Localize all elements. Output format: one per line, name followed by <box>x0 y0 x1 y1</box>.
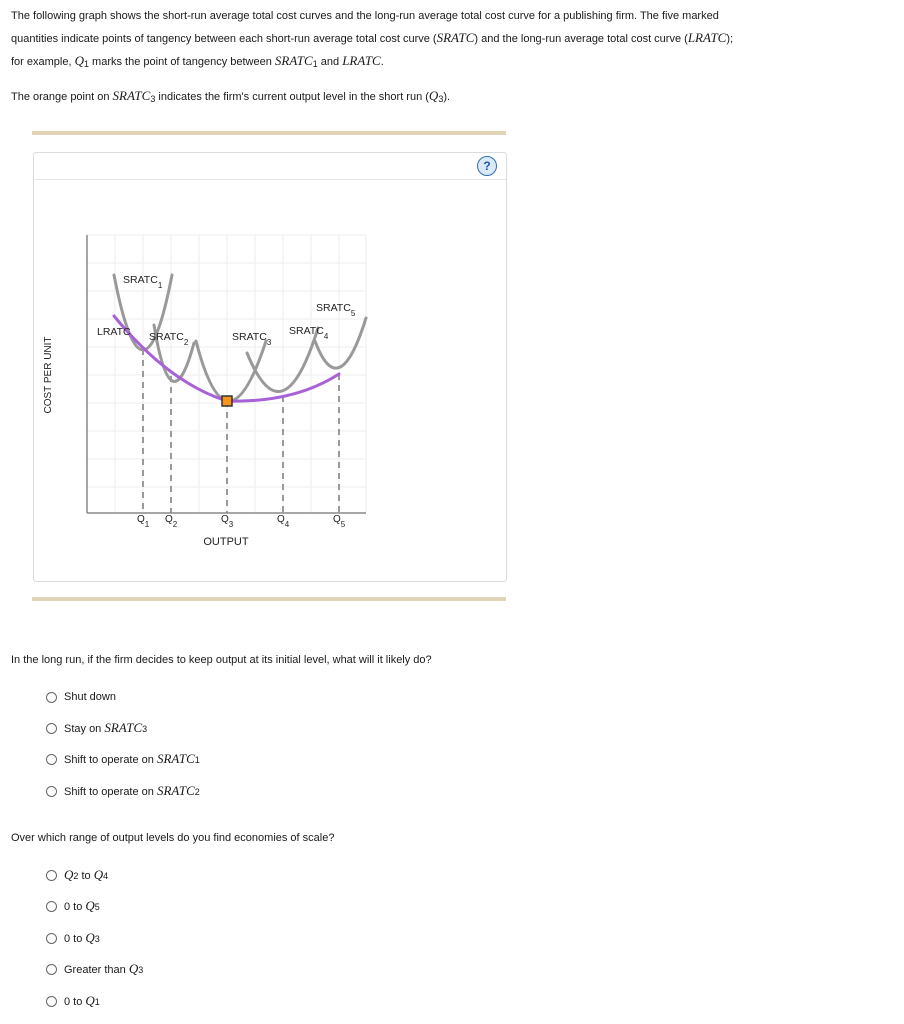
label-q3: $Q_3$ <box>221 514 234 529</box>
q1-option-stay-sratc3[interactable] <box>46 720 147 736</box>
q2-option-greater-than-q3[interactable] <box>46 961 143 977</box>
label-sratc4: $SRATC_4$ <box>289 325 329 341</box>
question-1-prompt: In the long run, if the firm decides to keep output at its initial level, what will it likely do? <box>11 654 432 666</box>
current-output-point[interactable] <box>222 396 232 406</box>
radio-button[interactable] <box>46 692 57 703</box>
option-label: Shift to operate on SRATC 1 <box>64 751 200 766</box>
radio-button[interactable] <box>46 723 57 734</box>
q2-option-q2-to-q4[interactable] <box>46 867 108 883</box>
label-q4: $Q_4$ <box>277 514 290 529</box>
cost-curves-graph <box>34 153 506 581</box>
radio-button[interactable] <box>46 933 57 944</box>
q1-option-shift-sratc1[interactable] <box>46 751 200 767</box>
option-label: 0 to Q 3 <box>64 930 100 945</box>
option-label: Shut down <box>64 691 116 703</box>
q2-option-0-to-q3[interactable] <box>46 930 100 946</box>
label-sratc3: $SRATC_3$ <box>232 331 272 347</box>
problem-intro <box>11 6 891 110</box>
radio-button[interactable] <box>46 870 57 881</box>
intro-line-2: quantities indicate points of tangency between each short-run average total cost curve (SRATC) and the long-run average total cost curve (LRATC); <box>11 30 734 45</box>
label-lratc: LRATC <box>97 326 131 338</box>
radio-button[interactable] <box>46 754 57 765</box>
y-axis-label: COST PER UNIT <box>43 336 54 414</box>
q2-option-0-to-q1[interactable] <box>46 993 100 1009</box>
radio-button[interactable] <box>46 996 57 1007</box>
option-label: Stay on SRATC 3 <box>64 720 148 735</box>
intro-line-4: The orange point on $SRATC_3$ indicates the firm's current output level in the short run $(Q_3)$. <box>11 88 451 104</box>
label-q2: $Q_2$ <box>165 514 178 529</box>
radio-button[interactable] <box>46 901 57 912</box>
radio-button[interactable] <box>46 964 57 975</box>
label-q1: $Q_1$ <box>137 514 150 529</box>
label-q5: $Q_5$ <box>333 514 346 529</box>
graph-panel <box>33 152 507 582</box>
q2-option-0-to-q5[interactable] <box>46 898 100 914</box>
divider-bottom <box>32 597 506 601</box>
label-sratc2: $SRATC_2$ <box>149 331 189 347</box>
intro-line-1: The following graph shows the short-run average total cost curves and the long-run average total cost curve for a publishing firm. The five marked <box>11 10 719 22</box>
option-label: Shift to operate on SRATC 2 <box>64 783 200 798</box>
radio-button[interactable] <box>46 786 57 797</box>
q1-option-shut-down[interactable] <box>46 689 116 705</box>
option-label: Q 2 to Q 4 <box>64 867 109 882</box>
q1-option-shift-sratc2[interactable] <box>46 783 200 799</box>
help-icon[interactable]: ? <box>477 156 497 176</box>
x-axis-label: OUTPUT <box>203 536 249 548</box>
option-label: Greater than Q 3 <box>64 961 144 976</box>
option-label: 0 to Q 5 <box>64 898 100 913</box>
question-2-prompt: Over which range of output levels do you find economies of scale? <box>11 832 335 844</box>
divider-top <box>32 131 506 135</box>
option-label: 0 to Q 1 <box>64 993 100 1008</box>
intro-line-3: for example, $Q_1$ marks the point of tangency between $SRATC_1$ and LRATC. <box>11 53 384 69</box>
label-sratc5: $SRATC_5$ <box>316 302 356 318</box>
label-sratc1: $SRATC_1$ <box>123 274 163 290</box>
